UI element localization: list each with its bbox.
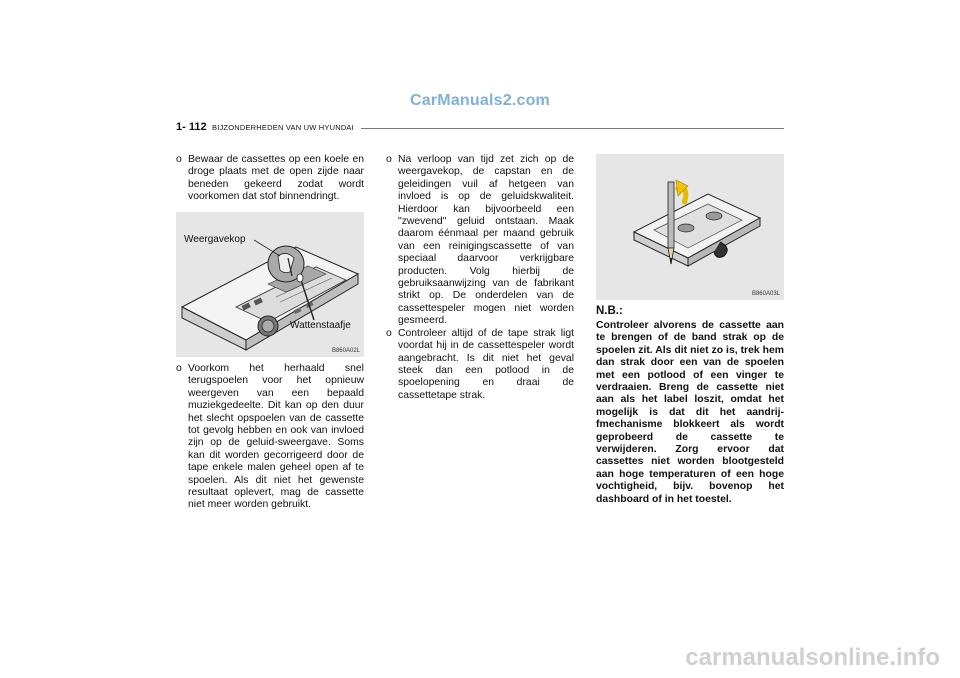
paragraph-text: Voorkom het herhaald snel terugspoelen voor het opnieuw weergeven van een bepaald muziekgedeelte. Dit kan op den duur het slecht opspoelen van de cassette tot gevolg hebben en ook van invloed zijn op de geluid-sweergave. Soms kan dit worden gecorrigeerd door de tape enkele malen geheel open af te spoelen. Als dit niet het gewenste resultaat oplevert, mag de cassette niet meer worden gebruikt. — [188, 363, 364, 511]
watermark-bottom: carmanualsonline.info — [685, 644, 940, 671]
figure-code: B860A03L — [751, 291, 780, 297]
bullet-marker: o — [176, 154, 182, 165]
figure-code: B860A02L — [331, 348, 360, 354]
note-body: Controleer alvorens de cassette aan te brengen of de band strak op de spoelen zit. Als dit niet zo is, trek hem dan strak door een van de spoelen met een potlood of een vinger te verdraaien. Breng de cassette niet aan als het label loszit, omdat het mogelijk is dat dit het aandrij-fmechanisme blokkeert als wordt geprobeerd de cassette te verwijderen. Zorg ervoor dat cassettes niet worden blootgesteld aan hoge temperaturen of een hoge vochtigheid, bijv. bovenop het dashboard of in het toestel. — [596, 320, 784, 505]
middle-column — [386, 154, 574, 402]
figure-label-head: Weergavekop — [184, 234, 246, 245]
radio-cleaning-figure — [176, 212, 364, 357]
header-rule — [361, 128, 784, 129]
left-column-lower — [176, 363, 364, 512]
section-title: BIJZONDERHEDEN VAN UW HYUNDAI — [212, 123, 354, 132]
cassette-pencil-figure — [596, 154, 784, 300]
bullet-marker: o — [176, 363, 182, 374]
bullet-paragraph — [386, 154, 574, 328]
bullet-marker: o — [386, 327, 392, 339]
page-header — [176, 121, 784, 135]
figure-label-swab: Wattenstaafje — [290, 320, 351, 331]
bullet-paragraph — [386, 328, 574, 402]
paragraph-text: Controleer altijd of de tape strak ligt voordat hij in de cassettespeler wordt aangebracht. Is dit niet het geval steek dan een potlood in de spoelopening en draai de cassettetape strak. — [398, 327, 574, 401]
bullet-marker: o — [386, 154, 392, 165]
page-number: 1- 112 — [176, 121, 207, 133]
note-title: N.B.: — [596, 305, 623, 317]
paragraph-text: Na verloop van tijd zet zich op de weergavekop, de capstan en de geleidingen vuil af hetgeen van invloed is op de geluidskwaliteit. Hierdoor kan bijvoorbeeld een "zwevend" geluid ontstaan. Maak daarom éénmaal per maand gebruik van een reinigingscassette of van speciaal daarvoor verkrijgbare producten. Volg hierbij de gebruiksaanwijzing van de fabrikant strikt op. De onderdelen van de cassettespeler mogen niet worden gesmeerd. — [398, 154, 574, 327]
watermark-top[interactable]: CarManuals2.com — [410, 92, 550, 109]
bullet-paragraph — [176, 154, 364, 204]
bullet-paragraph — [176, 363, 364, 512]
left-column — [176, 154, 364, 204]
cassette-pencil-illustration — [596, 154, 784, 300]
paragraph-text: Bewaar de cassettes op een koele en droge plaats met de open zijde naar beneden gekeerd zodat wordt voorkomen dat stof binnendringt. — [188, 154, 364, 203]
